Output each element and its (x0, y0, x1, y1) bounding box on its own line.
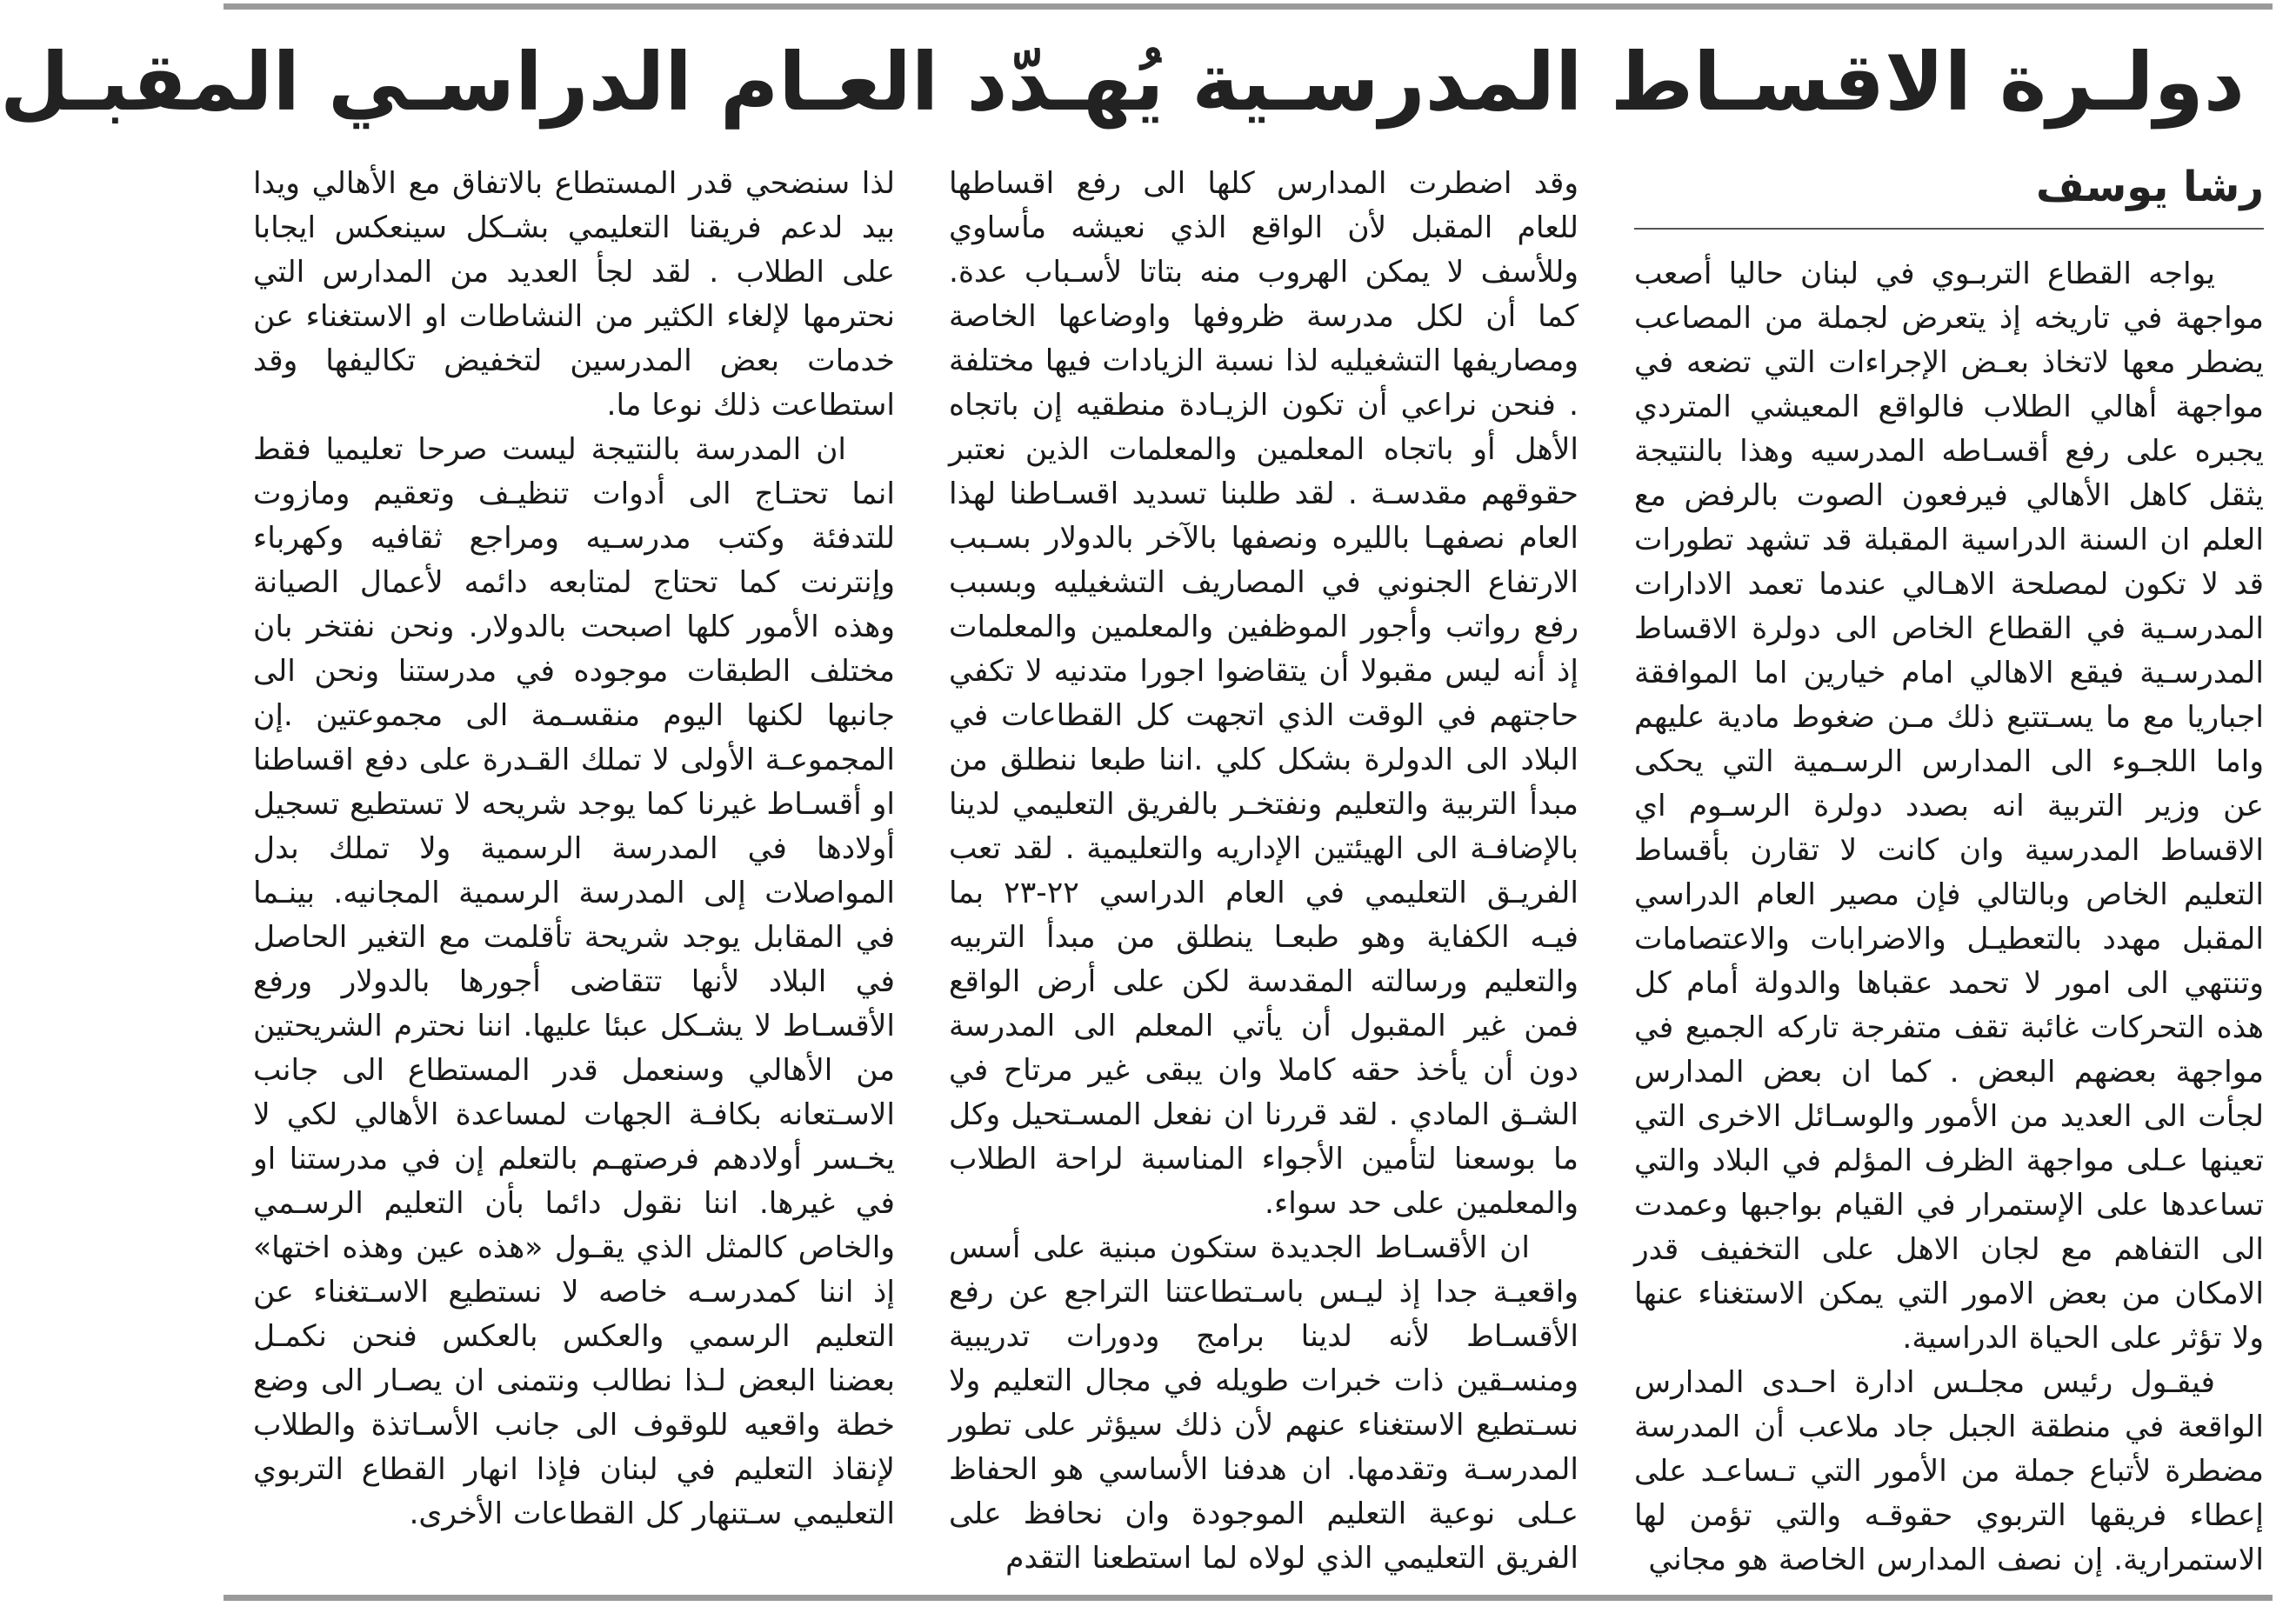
paragraph: لذا سنضحي قدر المستطاع بالاتفاق مع الأهالي ويدا بيد لدعم فريقنا التعليمي بشـكل سينعكس ايجابا على الطلاب . لقد لجأ العديد من المدارس التي نحترمها لإلغاء الكثير من النشاطات او الاستغناء عن خدمات بعض المدرسين لتخفيض تكاليفها وقد استطاعت ذلك نوعا ما. (253, 166, 895, 423)
article-column-2 (949, 162, 1578, 1577)
bottom-border-rule (224, 1595, 2273, 1601)
paragraph: فيقـول رئيس مجلـس ادارة احـدى المدارس الواقعة في منطقة الجبل جاد ملاعب أن المدرسة مضطرة لأتباع جملة من الأمور التي تـساعـد على إعطاء فريقها التربوي حقوقـه والتي تؤمن لها الاستمرارية. إن نصف المدارس الخاصة هو مجاني (1634, 1365, 2264, 1577)
paragraph: يواجه القطاع التربـوي في لبنان حاليا أصعب مواجهة في تاريخه إذ يتعرض لجملة من المصاعب يضطر معها لاتخاذ بعـض الإجراءات التي تضعه في مواجهة أهالي الطلاب فالواقع المعيشي المتردي يجبره على رفع أقسـاطه المدرسيه وهذا بالنتيجة يثقل كاهل الأهالي فيرفعون الصوت بالرفض مع العلم ان السنة الدراسية المقبلة قد تشهد تطورات قد لا تكون لمصلحة الاهـالي عندما تعمد الادارات المدرسـية في القطاع الخاص الى دولرة الاقساط المدرسـية فيقع الاهالي امام خيارين اما الموافقة اجباريا مع ما يسـتتبع ذلك مـن ضغوط مادية عليهم واما اللجـوء الى المدارس الرسـمية التي يحكى عن وزير التربية انه بصدد دولرة الرسـوم اي الاقساط المدرسية وان كانت لا تقارن بأقساط التعليم الخاص وبالتالي فإن مصير العام الدراسي المقبل مهدد بالتعطيـل والاضرابات والاعتصامات وتنتهي الى امور لا تحمد عقباها والدولة أمام كل هذه التحركات غائبة تقف متفرجة تاركه الجميع في مواجهة بعضهم البعض . كما ان بعض المدارس لجأت الى العديد من الأمور والوسـائل الاخرى التي تعينها عـلى مواجهة الظرف المؤلم في البلاد والتي تساعدها على الإستمرار في القيام بواجبها وعمدت الى التفاهم مع لجان الاهل على التخفيف قدر الامكان من بعض الامور التي يمكن الاستغناء عنها ولا تؤثر على الحياة الدراسية. (1634, 257, 2264, 1356)
paragraph: ان المدرسة بالنتيجة ليست صرحا تعليميا فقط انما تحتـاج الى أدوات تنظيـف وتعقيم ومازوت للتدفئة وكتب مدرسـيه ومراجع ثقافيه وكهرباء وإنترنت كما تحتاج لمتابعه دائمه لأعمال الصيانة وهذه الأمور كلها اصبحت بالدولار. ونحن نفتخر بان مختلف الطبقات موجوده في مدرستنا ونحن الى جانبها لكنها اليوم منقسـمة الى مجموعتين .إن المجموعـة الأولى لا تملك القـدرة على دفع اقساطنا او أقسـاط غيرنا كما يوجد شريحه لا تستطيع تسجيل أولادها في المدرسة الرسمية ولا تملك بدل المواصلات إلى المدرسة الرسمية المجانيه. بينـما في المقابل يوجد شريحة تأقلمت مع التغير الحاصل في البلاد لأنها تتقاضى أجورها بالدولار ورفع الأقسـاط لا يشـكل عبئا عليها. اننا نحترم الشريحتين من الأهالي وسنعمل قدر المستطاع الى جانب الاسـتعانه بكافـة الجهات لمساعدة الأهالي لكي لا يخـسر أولادهم فرصتهـم بالتعلم إن في مدرستنا او في غيرها. اننا نقول دائما بأن التعليم الرسـمي والخاص كالمثل الذي يقـول «هذه عين وهذه اختها» إذ اننا كمدرسـه خاصه لا نستطيع الاسـتغناء عن التعليم الرسمي والعكس بالعكس فنحن نكمـل بعضنا البعض لـذا نطالب ونتمنى ان يصـار الى وضع خطة واقعيه للوقوف الى جانب الأسـاتذة والطلاب لإنقاذ التعليم في لبنان فإذا انهار القطاع التربوي التعليمي سـتنهار كل القطاعات الأخرى. (253, 432, 895, 1531)
byline-divider (1634, 228, 2264, 230)
article-column-1 (1634, 252, 2264, 1578)
article-column-3 (253, 162, 895, 1577)
author-byline: رشا يوسف (2035, 163, 2264, 211)
paragraph: وقد اضطرت المدارس كلها الى رفع اقساطها للعام المقبل لأن الواقع الذي نعيشه مأساوي وللأسف لا يمكن الهروب منه بتاتا لأسـباب عدة. كما أن لكل مدرسة ظروفها واوضاعها الخاصة ومصاريفها التشغيليه لذا نسبة الزيادات فيها مختلفة . فنحن نراعي أن تكون الزيـادة منطقيه إن باتجاه الأهل أو باتجاه المعلمين والمعلمات الذين نعتبر حقوقهم مقدسـة . لقد طلبنا تسديد اقسـاطنا لهذا العام نصفهـا بالليره ونصفها بالآخر بالدولار بسـبب الارتفاع الجنوني في المصاريف التشغيليه وبسبب رفع رواتب وأجور الموظفين والمعلمين والمعلمات إذ أنه ليس مقبولا أن يتقاضوا اجورا متدنيه لا تكفي حاجتهم في الوقت الذي اتجهت كل القطاعات في البلاد الى الدولرة بشكل كلي .اننا طبعا ننطلق من مبدأ التربية والتعليم ونفتخـر بالفريق التعليمي لدينا بالإضافـة الى الهيئتين الإداريه والتعليمية . لقد تعب الفريـق التعليمي في العام الدراسي ٢٢-٢٣ بما فيـه الكفاية وهو طبعـا ينطلق من مبدأ التربيه والتعليم ورسالته المقدسة لكن على أرض الواقع فمن غير المقبول أن يأتي المعلم الى المدرسة دون أن يأخذ حقه كاملا وان يبقى غير مرتاح في الشـق المادي . لقد قررنا ان نفعل المسـتحيل وكل ما بوسعنا لتأمين الأجواء المناسبة لراحة الطلاب والمعلمين على حد سواء. (949, 166, 1578, 1221)
top-border-rule (224, 3, 2273, 10)
article-headline: دولـرة الاقسـاط المدرسـية يُهـدّد العـام الدراسـي المقبـل (0, 36, 2245, 129)
paragraph: ان الأقسـاط الجديدة ستكون مبنية على أسس واقعيـة جدا إذ ليـس باسـتطاعتنا التراجع عن رفع الأقسـاط لأنه لدينا برامج ودورات تدريبية ومنسـقين ذات خبرات طويله في مجال التعليم ولا نسـتطيع الاستغناء عنهم لأن ذلك سيؤثر على تطور المدرسـة وتقدمها. ان هدفنا الأساسي هو الحفاظ عـلى نوعية التعليم الموجودة وان نحافظ على الفريق التعليمي الذي لولاه لما استطعنا التقدم (949, 1230, 1578, 1576)
